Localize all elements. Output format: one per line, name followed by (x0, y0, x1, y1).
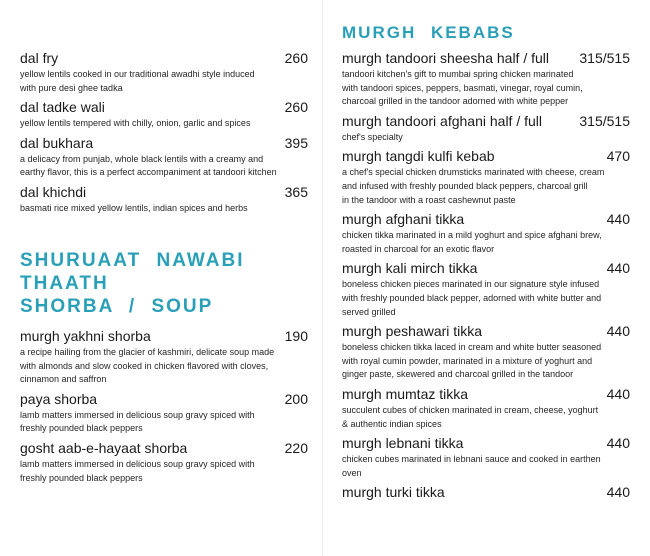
menu-item (342, 322, 630, 382)
description-line: with freshly pounded black pepper, adorned with white butter and (342, 292, 602, 303)
menu-item-row (342, 259, 630, 277)
description-line: succulent cubes of chicken marinated in cream, cheese, yoghurt (342, 404, 599, 415)
menu-item-price: 365 (284, 183, 308, 200)
menu-item-name: dal tadke wali (20, 99, 105, 116)
menu-item (20, 327, 308, 387)
menu-item-price: 220 (284, 439, 308, 456)
menu-item-price: 395 (284, 134, 308, 151)
soup-heading (20, 249, 308, 318)
menu-item-name: dal fry (20, 50, 59, 66)
description-line: with almonds and slow cooked in chicken flavored with cloves, (20, 360, 269, 371)
description-line: freshly pounded black peppers (20, 472, 143, 483)
description-line: boneless chicken tikka laced in cream and white butter seasoned (342, 342, 602, 353)
description-line: charcoal grilled in the tandoor adorned with white pepper (342, 96, 569, 107)
menu-item-price: 200 (284, 390, 308, 407)
kebab-heading: MURGH KEBABS (342, 23, 515, 42)
description-line: a recipe hailing from the glacier of kashmiri, delicate soup made (20, 347, 275, 357)
description-line: & authentic indian spices (342, 418, 442, 429)
menu-item (20, 134, 308, 180)
menu-item-price: 315/515 (579, 50, 630, 66)
menu-item-description (20, 117, 308, 131)
description-line: chicken tikka marinated in a mild yoghurt and spice afghani brew, (342, 230, 602, 241)
menu-item-price: 440 (606, 385, 630, 402)
menu-item-row (342, 434, 630, 452)
menu-item-name: dal bukhara (20, 134, 94, 151)
soup-heading-line-2: THAATH (20, 273, 109, 294)
menu-item-price: 440 (606, 260, 630, 277)
menu-item-row (20, 134, 308, 152)
description-line: chicken cubes marinated in lebnani sauce and cooked in earthen (342, 454, 601, 465)
menu-item-name: murgh yakhni shorba (20, 328, 151, 344)
menu-item-name: murgh afghani tikka (342, 211, 465, 228)
description-line: oven (342, 467, 362, 478)
menu-item-row (342, 322, 630, 340)
description-line: basmati rice mixed yellow lentils, indian spices and herbs (20, 202, 248, 213)
menu-item-price: 440 (606, 323, 630, 340)
menu-item-row (20, 183, 308, 201)
column-divider (322, 0, 323, 556)
description-line: lamb matters immersed in delicious soup gravy spiced with (20, 409, 255, 420)
description-line: lamb matters immersed in delicious soup gravy spiced with (20, 458, 255, 469)
menu-item-name: murgh kali mirch tikka (342, 260, 478, 277)
menu-item-row (20, 327, 308, 345)
description-line: with tandoori spices, peppers, basmati, vinegar, royal cumin, (342, 82, 583, 93)
menu-item-description (20, 409, 308, 436)
menu-item-name: murgh tandoori sheesha half / full (342, 50, 550, 66)
menu-item-name: murgh peshawari tikka (342, 323, 483, 340)
menu-item-name: murgh tandoori afghani half / full (342, 112, 543, 129)
menu-item-name: murgh mumtaz tikka (342, 385, 469, 402)
menu-item (342, 147, 630, 207)
description-line: roasted in charcoal for an exotic flavor (342, 243, 495, 254)
description-line: a chef's special chicken drumsticks marinated with cheese, cream (342, 167, 605, 178)
soup-list (20, 327, 308, 485)
menu-item-row (342, 483, 630, 501)
menu-item-name: murgh turki tikka (342, 484, 445, 501)
description-line: yellow lentils cooked in our traditional awadhi style induced (20, 69, 255, 79)
description-line: ginger paste, skewered and charcoal grilled in the tandoor (342, 369, 574, 380)
menu-item-name: paya shorba (20, 390, 98, 407)
menu-item-row (342, 49, 630, 67)
menu-item-row (20, 98, 308, 116)
menu-item-description (342, 131, 630, 145)
description-line: yellow lentils tempered with chilly, onion, garlic and spices (20, 118, 251, 129)
description-line: boneless chicken pieces marinated in our signature style infused (342, 279, 600, 290)
menu-item-price: 315/515 (579, 112, 630, 129)
description-line: with royal cumin powder, marinated in a mixture of yoghurt and (342, 355, 593, 366)
menu-item-price: 190 (284, 328, 308, 344)
menu-item-row (342, 385, 630, 403)
menu-item (20, 98, 308, 131)
menu-item-description (342, 68, 630, 109)
menu-item (342, 434, 630, 480)
menu-item-price: 440 (606, 484, 630, 501)
dal-list (20, 49, 308, 216)
menu-item (342, 385, 630, 431)
menu-item-row (20, 439, 308, 457)
menu-item-price: 260 (284, 99, 308, 116)
menu-item-description (342, 404, 630, 431)
menu-item-description (342, 229, 630, 256)
description-line: chef's specialty (342, 131, 403, 142)
menu-item-price: 260 (284, 50, 308, 66)
menu-item-price: 470 (606, 148, 630, 165)
kebab-list (342, 49, 630, 501)
description-line: and infused with freshly pounded black peppers, charcoal grill (342, 180, 588, 191)
menu-item-description (342, 278, 630, 319)
soup-heading-line-1: SHURUAAT NAWABI (20, 250, 245, 271)
menu-item-description (342, 341, 630, 382)
menu-item-description (20, 153, 308, 180)
menu-item (20, 183, 308, 216)
menu-item-description (342, 166, 630, 207)
menu-item (342, 210, 630, 256)
description-line: earthy flavor, this is a perfect accompaniment at tandoori kitchen (20, 167, 277, 178)
description-line: a delicacy from punjab, whole black lentils with a creamy and (20, 153, 264, 164)
menu-item-description (20, 346, 308, 387)
menu-item-row (20, 49, 308, 67)
soup-heading-line-3: SHORBA / SOUP (20, 296, 214, 317)
menu-item (342, 483, 630, 501)
description-line: freshly pounded black peppers (20, 423, 143, 434)
menu-item-row (20, 390, 308, 408)
menu-item (342, 259, 630, 319)
menu-item-row (342, 147, 630, 165)
menu-item-price: 440 (606, 435, 630, 452)
menu-item-price: 440 (606, 211, 630, 228)
menu-item-row (342, 210, 630, 228)
menu-item-description (20, 68, 308, 95)
description-line: served grilled (342, 306, 396, 317)
description-line: with pure desi ghee tadka (20, 82, 123, 93)
menu-item (20, 439, 308, 485)
menu-item (20, 49, 308, 95)
menu-item-name: dal khichdi (20, 183, 87, 200)
menu-item (20, 390, 308, 436)
menu-item-description (20, 202, 308, 216)
menu-item-name: gosht aab-e-hayaat shorba (20, 439, 188, 456)
menu-item (342, 49, 630, 109)
menu-item-name: murgh tangdi kulfi kebab (342, 148, 495, 165)
menu-item-description (20, 458, 308, 485)
menu-item (342, 112, 630, 145)
menu-item-description (342, 453, 630, 480)
menu-item-row (342, 112, 630, 130)
description-line: in the tandoor with a roast cashewnut paste (342, 194, 516, 205)
description-line: cinnamon and saffron (20, 374, 107, 385)
description-line: tandoori kitchen's gift to mumbai spring chicken marinated (342, 69, 574, 79)
menu-item-name: murgh lebnani tikka (342, 435, 464, 452)
